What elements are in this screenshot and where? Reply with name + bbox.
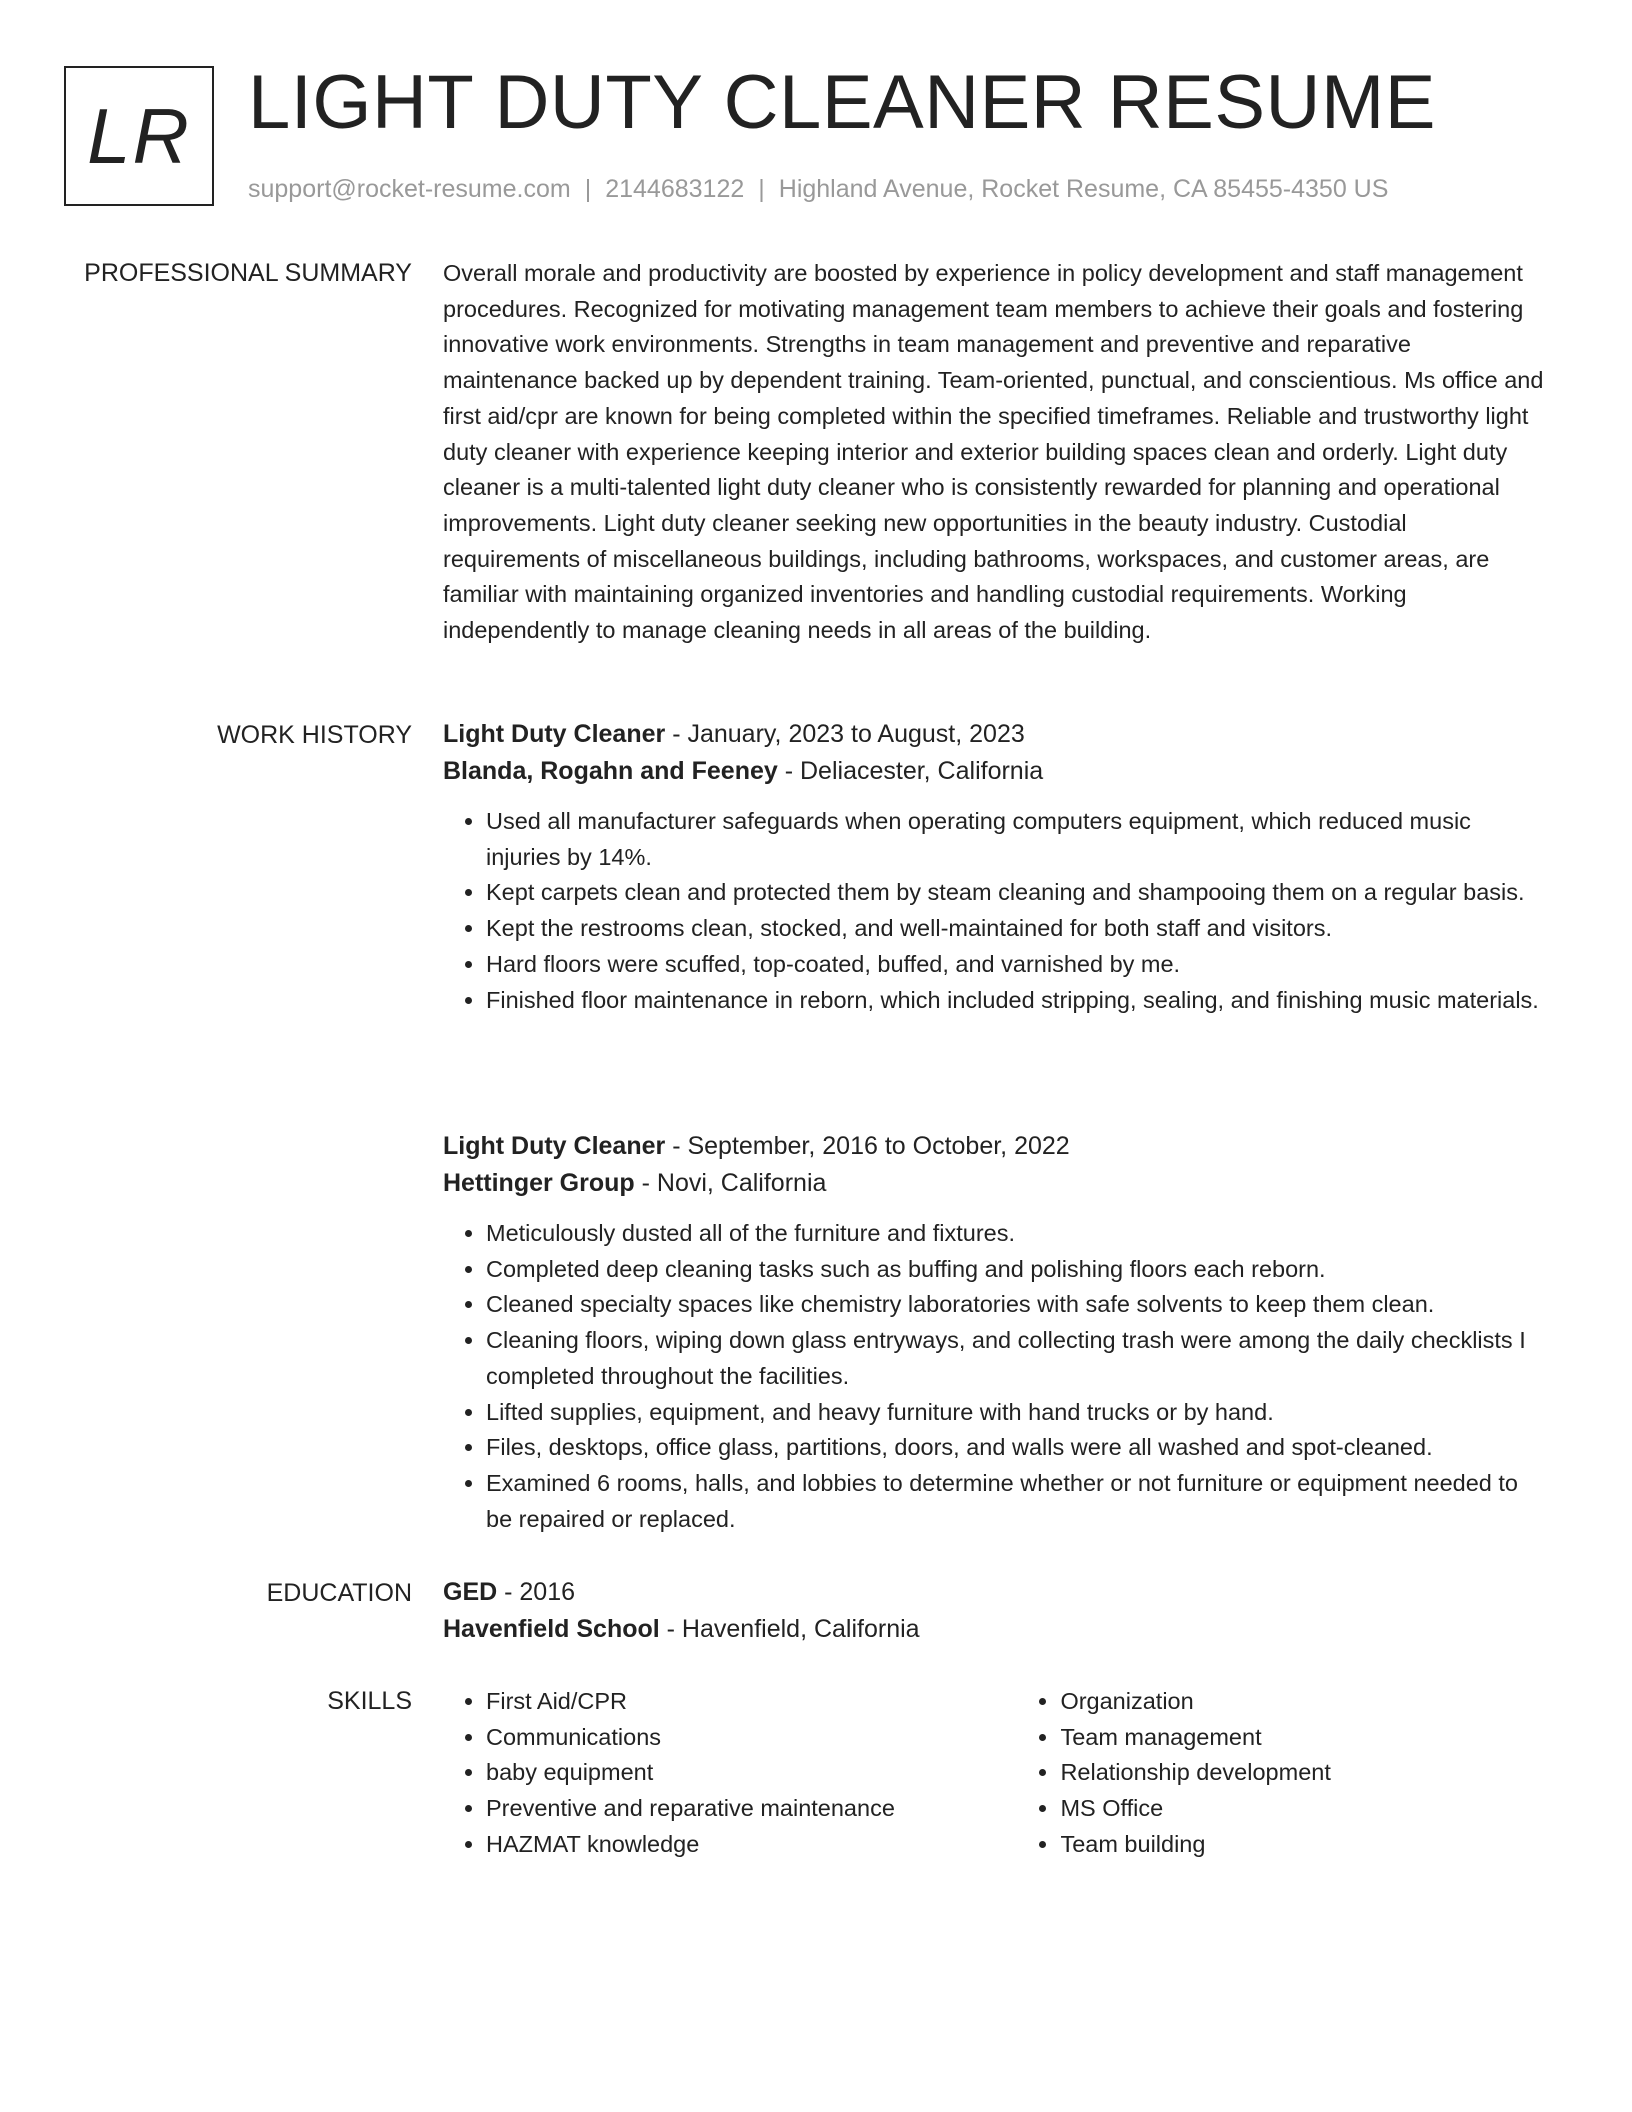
job-company: Hettinger Group — [443, 1169, 635, 1197]
job-bullet: • Cleaning floors, wiping down glass entryways, and collecting trash were among the daily checklists I completed throughout the facilities. — [486, 1323, 1548, 1394]
job-bullet: • Completed deep cleaning tasks such as buffing and polishing floors each reborn. — [486, 1252, 1548, 1288]
job-bullets — [443, 804, 1548, 1018]
education-location: - Havenfield, California — [659, 1615, 920, 1643]
skill-item: • Communications — [486, 1720, 1017, 1756]
education-degree: GED — [443, 1578, 498, 1606]
summary-section — [443, 256, 1548, 649]
skill-item: • Team building — [1060, 1827, 1548, 1863]
section-label-skills: SKILLS — [327, 1687, 412, 1715]
education-school: Havenfield School — [443, 1615, 660, 1643]
job-title-line — [443, 1128, 1548, 1165]
job-bullet: • Files, desktops, office glass, partitions, doors, and walls were all washed and spot-cleaned. — [486, 1430, 1548, 1466]
job-location: - Novi, California — [634, 1169, 827, 1197]
job-bullet: • Cleaned specialty spaces like chemistry laboratories with safe solvents to keep them clean. — [486, 1287, 1548, 1323]
contact-email[interactable]: support@rocket-resume.com — [248, 175, 571, 203]
job-company-line — [443, 753, 1548, 790]
skill-item: • MS Office — [1060, 1791, 1548, 1827]
skills-list-left — [443, 1684, 1017, 1863]
job-bullets — [443, 1216, 1548, 1537]
skill-item: • Organization — [1060, 1684, 1548, 1720]
job-entry — [443, 716, 1548, 1018]
job-bullet: • Meticulously dusted all of the furniture and fixtures. — [486, 1216, 1548, 1252]
skill-item: • Team management — [1060, 1720, 1548, 1756]
skill-item: • baby equipment — [486, 1755, 1017, 1791]
summary-text: Overall morale and productivity are boosted by experience in policy development and staff management procedures. Recognized for motivating management team members to achieve their goals and fostering innovative work environments. Strengths in team management and preventive and reparative maintenance backed up by dependent training. Team-oriented, punctual, and conscientious. Ms office and first aid/cpr are known for being completed within the specified timeframes. Reliable and trustworthy light duty cleaner with experience keeping interior and exterior building spaces clean and orderly. Light duty cleaner is a multi-talented light duty cleaner who is consistently rewarded for planning and operational improvements. Light duty cleaner seeking new opportunities in the beauty industry. Custodial requirements of miscellaneous buildings, including bathrooms, workspaces, and customer areas, are familiar with maintaining organized inventories and handling custodial requirements. Working independently to manage cleaning needs in all areas of the building. — [443, 260, 1544, 644]
skill-item: • Preventive and reparative maintenance — [486, 1791, 1017, 1827]
job-entry — [443, 1128, 1548, 1537]
contact-separator: | — [758, 175, 765, 203]
skill-item: • Relationship development — [1060, 1755, 1548, 1791]
section-label-education: EDUCATION — [266, 1579, 412, 1607]
job-bullet: • Lifted supplies, equipment, and heavy furniture with hand trucks or by hand. — [486, 1395, 1548, 1431]
contact-separator: | — [584, 175, 592, 203]
job-company-line — [443, 1165, 1548, 1202]
job-dates: - January, 2023 to August, 2023 — [665, 720, 1025, 748]
resume-title: LIGHT DUTY CLEANER RESUME — [248, 60, 1436, 145]
contact-phone[interactable]: 2144683122 — [605, 175, 745, 203]
job-title: Light Duty Cleaner — [443, 1132, 666, 1160]
education-year: - 2016 — [497, 1578, 576, 1606]
section-label-summary: PROFESSIONAL SUMMARY — [84, 259, 412, 287]
job-bullet: • Kept carpets clean and protected them by steam cleaning and shampooing them on a regular basis. — [486, 875, 1548, 911]
skills-list-right — [1017, 1684, 1548, 1863]
job-title: Light Duty Cleaner — [443, 720, 666, 748]
section-label-work-history: WORK HISTORY — [217, 721, 412, 749]
contact-address: Highland Avenue, Rocket Resume, CA 85455-4350 US — [778, 175, 1389, 203]
contact-line — [248, 172, 1388, 206]
job-bullet: • Finished floor maintenance in reborn, which included stripping, sealing, and finishing music materials. — [486, 983, 1548, 1019]
education-entry — [443, 1574, 1548, 1648]
education-school-line — [443, 1611, 1548, 1648]
job-dates: - September, 2016 to October, 2022 — [665, 1132, 1070, 1160]
job-bullet: • Used all manufacturer safeguards when operating computers equipment, which reduced music injuries by 14%. — [486, 804, 1548, 875]
job-bullet: • Hard floors were scuffed, top-coated, buffed, and varnished by me. — [486, 947, 1548, 983]
job-title-line — [443, 716, 1548, 753]
skill-item: • HAZMAT knowledge — [486, 1827, 1017, 1863]
job-bullet: • Kept the restrooms clean, stocked, and well-maintained for both staff and visitors. — [486, 911, 1548, 947]
monogram-logo: LR — [64, 66, 214, 206]
job-bullet: • Examined 6 rooms, halls, and lobbies to determine whether or not furniture or equipment needed to be repaired or replaced. — [486, 1466, 1548, 1537]
skill-item: • First Aid/CPR — [486, 1684, 1017, 1720]
job-company: Blanda, Rogahn and Feeney — [443, 757, 778, 785]
job-location: - Deliacester, California — [777, 757, 1044, 785]
skills-section — [443, 1684, 1548, 1863]
education-degree-line — [443, 1574, 1548, 1611]
